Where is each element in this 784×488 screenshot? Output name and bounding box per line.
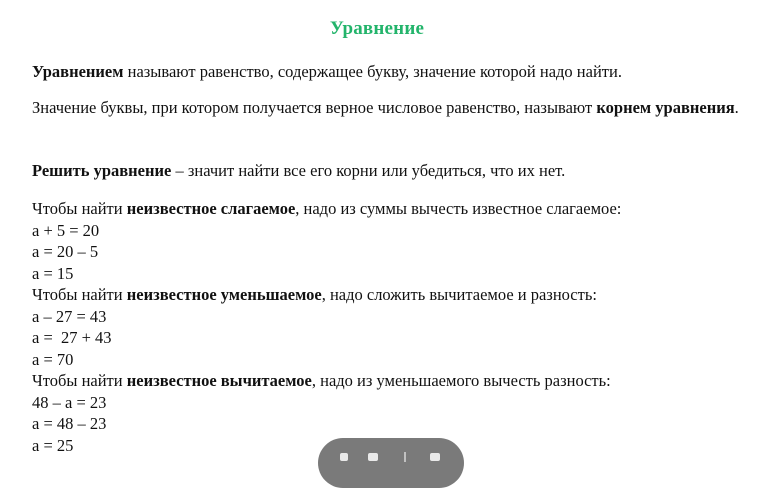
example-line: а = 25 — [32, 435, 74, 455]
example-line: а + 5 = 20 — [32, 220, 100, 240]
example-line: 48 – а = 23 — [32, 392, 107, 412]
rules-block — [32, 198, 750, 456]
toolbar-divider — [404, 452, 406, 462]
viewer-toolbar[interactable] — [318, 438, 464, 488]
example-line: а = 48 – 23 — [32, 414, 107, 433]
definition-text: Значение буквы, при котором получается верное числовое равенство, называют — [32, 98, 597, 117]
definition-text: называют равенство, содержащее букву, значение которой надо найти. — [123, 62, 622, 81]
definition-equation — [32, 59, 750, 84]
term-addend: неизвестное слагаемое — [126, 199, 296, 218]
definition-solve — [32, 158, 750, 183]
example-line: а = 70 — [32, 349, 74, 369]
term-minuend: неизвестное уменьшаемое — [126, 285, 322, 304]
example-line: а = 27 + 43 — [32, 328, 112, 347]
zoom-icon[interactable] — [368, 453, 378, 461]
zoom-icon[interactable] — [340, 453, 348, 461]
definition-period: . — [734, 98, 739, 117]
page-icon[interactable] — [430, 453, 440, 461]
rule-subtrahend: Чтобы найти неизвестное вычитаемое, надо из уменьшаемого вычесть разность: — [32, 371, 611, 390]
term-root: корнем уравнения — [596, 98, 735, 117]
definition-root — [32, 95, 750, 120]
term-subtrahend: неизвестное вычитаемое — [126, 371, 312, 390]
rule-addend: Чтобы найти неизвестное слагаемое, надо из суммы вычесть известное слагаемое: — [32, 199, 622, 218]
example-line: а – 27 = 43 — [32, 306, 107, 326]
example-line: а = 15 — [32, 263, 74, 283]
example-line: а = 20 – 5 — [32, 242, 99, 261]
definition-text: – значит найти все его корни или убедиться, что их нет. — [171, 161, 566, 180]
term-solve: Решить уравнение — [32, 161, 172, 180]
page-title: Уравнение — [329, 18, 425, 39]
rule-minuend: Чтобы найти неизвестное уменьшаемое, надо сложить вычитаемое и разность: — [32, 285, 597, 304]
term-equation: Уравнением — [32, 62, 124, 81]
